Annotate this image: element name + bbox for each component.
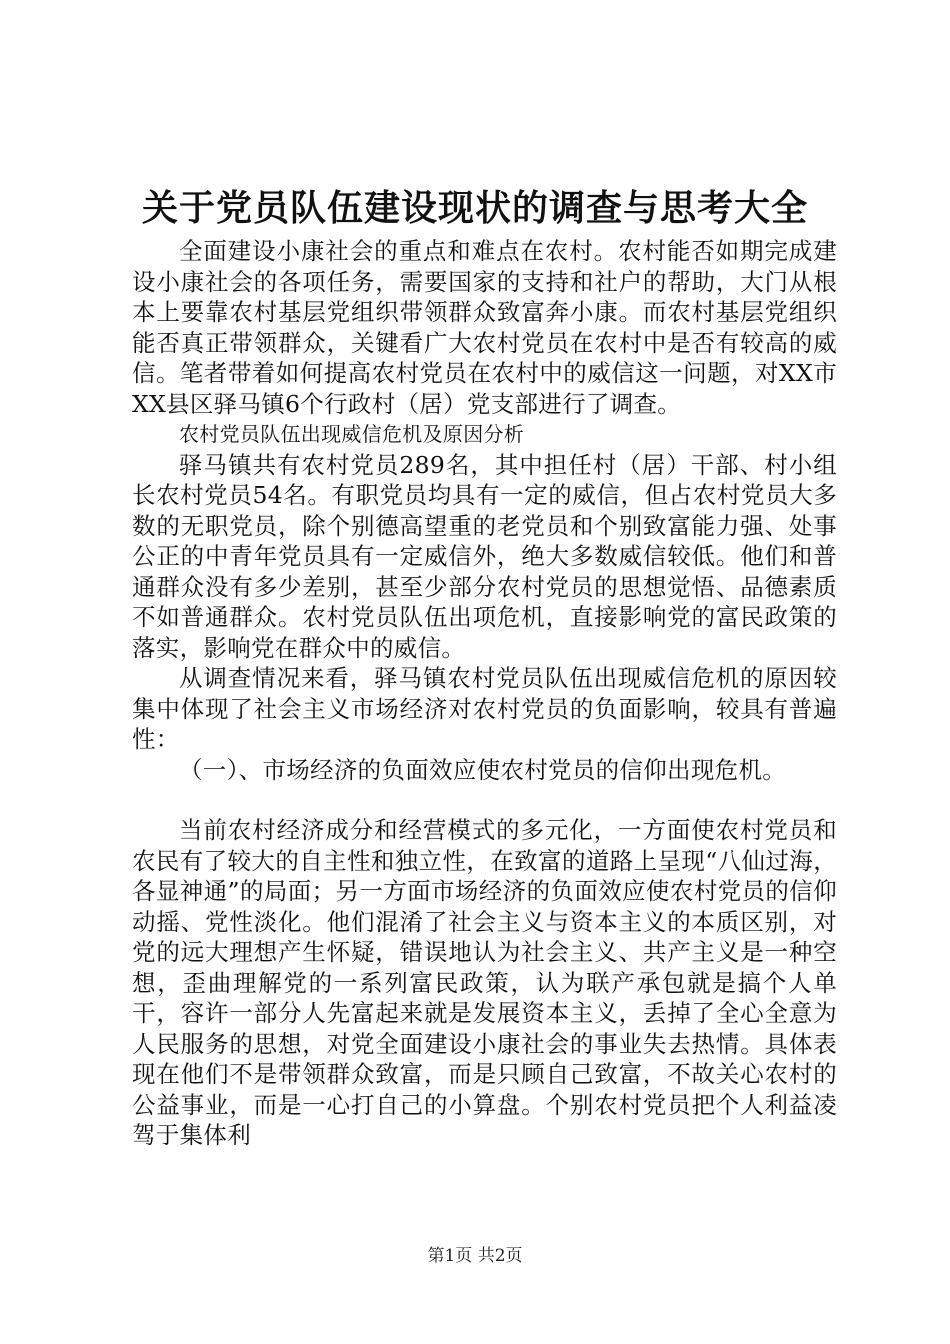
section-heading: 农村党员队伍出现威信危机及原因分析 xyxy=(179,422,525,446)
paragraph-survey-findings: 从调查情况来看，驿马镇农村党员队伍出现威信危机的原因较集中体现了社会主义市场经济对农村党员的负面影响，较具有普遍性： xyxy=(132,664,837,753)
page-footer: 第1页 共2页 xyxy=(427,1246,523,1266)
paragraph-intro: 全面建设小康社会的重点和难点在农村。农村能否如期完成建设小康社会的各项任务，需要国家的支持和社户的帮助，大门从根本上要靠农村基层党组织带领群众致富奔小康。而农村基层党组织能否真正带领群众，关键看广大农村党员在农村中是否有较高的威信。笔者带着如何提高农村党员在农村中的威信这一问题，对XX市XX县区驿马镇6个行政村（居）党支部进行了调查。 xyxy=(132,237,837,418)
paragraph-member-count: 驿马镇共有农村党员289名，其中担任村（居）干部、村小组长农村党员54名。有职党员均具有一定的威信，但占农村党员大多数的无职党员，除个别德高望重的老党员和个别致富能力强、处事公正的中青年党员具有一定威信外，绝大多数威信较低。他们和普通群众没有多少差别，甚至少部分农村党员的思想觉悟、品德素质不如普通群众。农村党员队伍出项危机，直接影响党的富民政策的落实，影响党在群众中的威信。 xyxy=(132,450,837,662)
paragraph-market-economy: 当前农村经济成分和经营模式的多元化，一方面使农村党员和农民有了较大的自主性和独立性，在致富的道路上呈现“八仙过海，各显神通”的局面；另一方面市场经济的负面效应使农村党员的信仰动摇、党性淡化。他们混淆了社会主义与资本主义的本质区别，对党的远大理想产生怀疑，错误地认为社会主义、共产主义是一种空想，歪曲理解党的一系列富民政策，认为联产承包就是搞个人单干，容许一部分人先富起来就是发展资本主义，丢掉了全心全意为人民服务的思想，对党全面建设小康社会的事业失去热情。具体表现在他们不是带领群众致富，而是只顾自己致富，不故关心农村的公益事业，而是一心打自己的小算盘。个别农村党员把个人利益凌驾于集体利 xyxy=(132,816,837,1149)
subsection-heading-1: （一）、市场经济的负面效应使农村党员的信仰出现危机。 xyxy=(179,755,787,784)
document-body xyxy=(132,236,837,1151)
document-title: 关于党员队伍建设现状的调查与思考大全 xyxy=(141,187,808,229)
